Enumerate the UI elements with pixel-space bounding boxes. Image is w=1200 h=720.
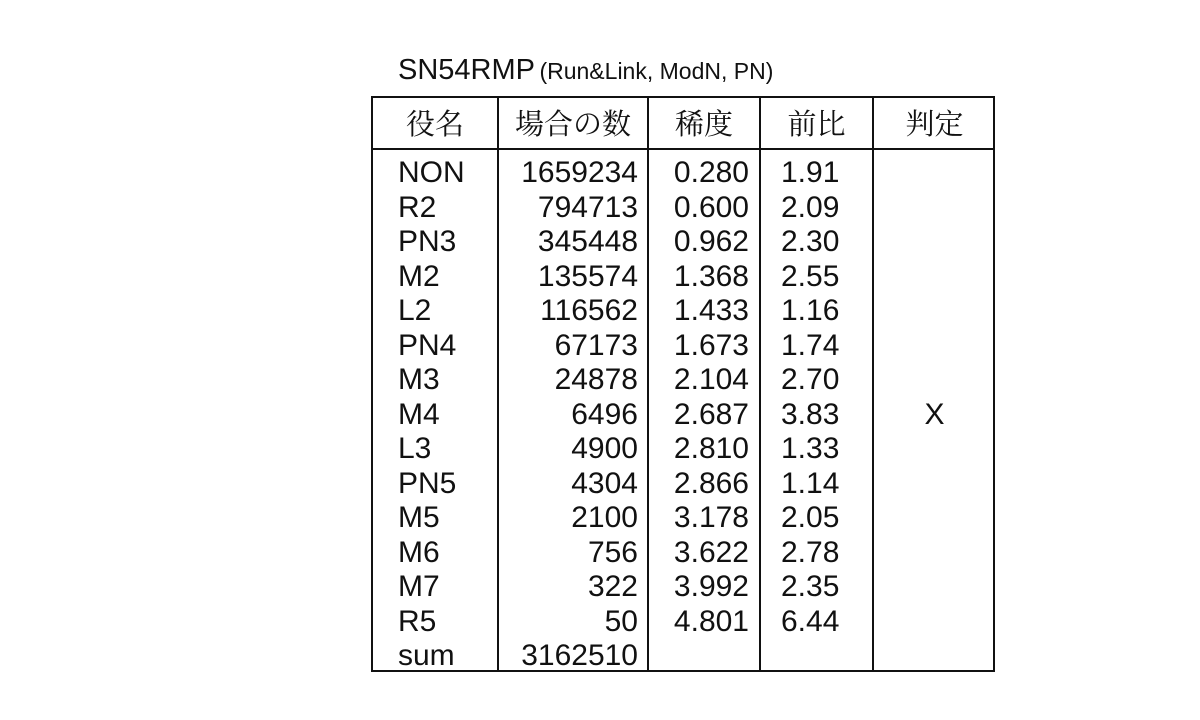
cell-count: 50	[604, 604, 638, 638]
cell-ratio: 2.09	[781, 190, 840, 224]
cell-count: 4900	[571, 432, 638, 465]
cell-count: 1659234	[521, 156, 638, 189]
cell-ratio: 3.83	[781, 397, 840, 431]
cell-name: M3	[398, 363, 440, 396]
cell-rarity: 0.280	[673, 156, 749, 189]
cell-name: PN5	[398, 466, 457, 500]
table-row	[373, 605, 993, 640]
cell-count: 345448	[537, 225, 638, 258]
cell-count: 322	[587, 570, 638, 603]
cell-rarity: 2.687	[673, 397, 749, 431]
cell-count: 756	[587, 535, 638, 569]
cell-name: PN4	[398, 328, 457, 362]
table-row	[373, 570, 993, 605]
cell-rarity: 4.801	[673, 604, 749, 638]
table-row	[373, 639, 993, 674]
table-title-main: SN54RMP	[398, 54, 535, 86]
cell-name: L3	[398, 432, 432, 465]
cell-rarity: 2.104	[673, 363, 749, 396]
header-divider	[373, 148, 993, 150]
cell-rarity: 3.178	[673, 501, 749, 534]
table-title-sub: (Run&Link, ModN, PN)	[539, 58, 774, 84]
cell-name: M6	[398, 535, 440, 569]
header-judge: 判定	[905, 107, 964, 141]
header-name: 役名	[405, 107, 464, 141]
cell-rarity: 3.622	[673, 535, 749, 569]
cell-count: 24878	[554, 363, 638, 396]
cell-count: 4304	[571, 466, 638, 500]
cell-rarity: 1.433	[673, 294, 749, 327]
cell-name: sum	[398, 639, 455, 672]
table-row	[373, 191, 993, 226]
cell-ratio: 1.16	[781, 294, 840, 327]
cell-rarity: 1.368	[673, 259, 749, 293]
table-body	[373, 156, 993, 674]
cell-count: 794713	[537, 190, 638, 224]
cell-rarity: 3.992	[673, 570, 749, 603]
cell-ratio: 2.78	[781, 535, 840, 569]
cell-name: M5	[398, 501, 440, 534]
table-row	[373, 329, 993, 364]
header-rarity: 稀度	[674, 107, 733, 141]
cell-rarity: 0.600	[673, 190, 749, 224]
cell-ratio: 1.33	[781, 432, 840, 465]
table-row	[373, 260, 993, 295]
cell-ratio: 2.70	[781, 363, 840, 396]
cell-count: 2100	[571, 501, 638, 534]
table-row	[373, 294, 993, 329]
table-row	[373, 467, 993, 502]
cell-rarity: 0.962	[673, 225, 749, 258]
header-ratio: 前比	[787, 107, 846, 141]
cell-ratio: 6.44	[781, 604, 840, 638]
cell-ratio: 2.30	[781, 225, 840, 258]
cell-ratio: 2.05	[781, 501, 840, 534]
table-title	[398, 52, 773, 88]
cell-name: NON	[398, 156, 465, 189]
hand-table	[371, 96, 995, 672]
cell-judge: X	[924, 397, 945, 431]
cell-name: R2	[398, 190, 437, 224]
cell-ratio: 1.91	[781, 156, 840, 189]
table-row	[373, 398, 993, 433]
cell-ratio: 2.35	[781, 570, 840, 603]
header-count: 場合の数	[514, 107, 631, 141]
table-row	[373, 225, 993, 260]
cell-count: 135574	[537, 259, 638, 293]
cell-ratio: 1.14	[781, 466, 840, 500]
cell-name: M4	[398, 397, 440, 431]
cell-count: 6496	[571, 397, 638, 431]
cell-count: 3162510	[521, 639, 638, 672]
cell-name: L2	[398, 294, 432, 327]
table-row	[373, 156, 993, 191]
cell-count: 116562	[540, 294, 638, 327]
cell-name: PN3	[398, 225, 457, 258]
cell-count: 67173	[554, 328, 638, 362]
cell-rarity: 2.866	[673, 466, 749, 500]
cell-name: R5	[398, 604, 437, 638]
cell-ratio: 1.74	[781, 328, 840, 362]
cell-name: M2	[398, 259, 440, 293]
cell-rarity: 1.673	[673, 328, 749, 362]
cell-rarity: 2.810	[673, 432, 749, 465]
table-row	[373, 432, 993, 467]
table-row	[373, 363, 993, 398]
table-row	[373, 501, 993, 536]
cell-ratio: 2.55	[781, 259, 840, 293]
cell-name: M7	[398, 570, 440, 603]
table-row	[373, 536, 993, 571]
